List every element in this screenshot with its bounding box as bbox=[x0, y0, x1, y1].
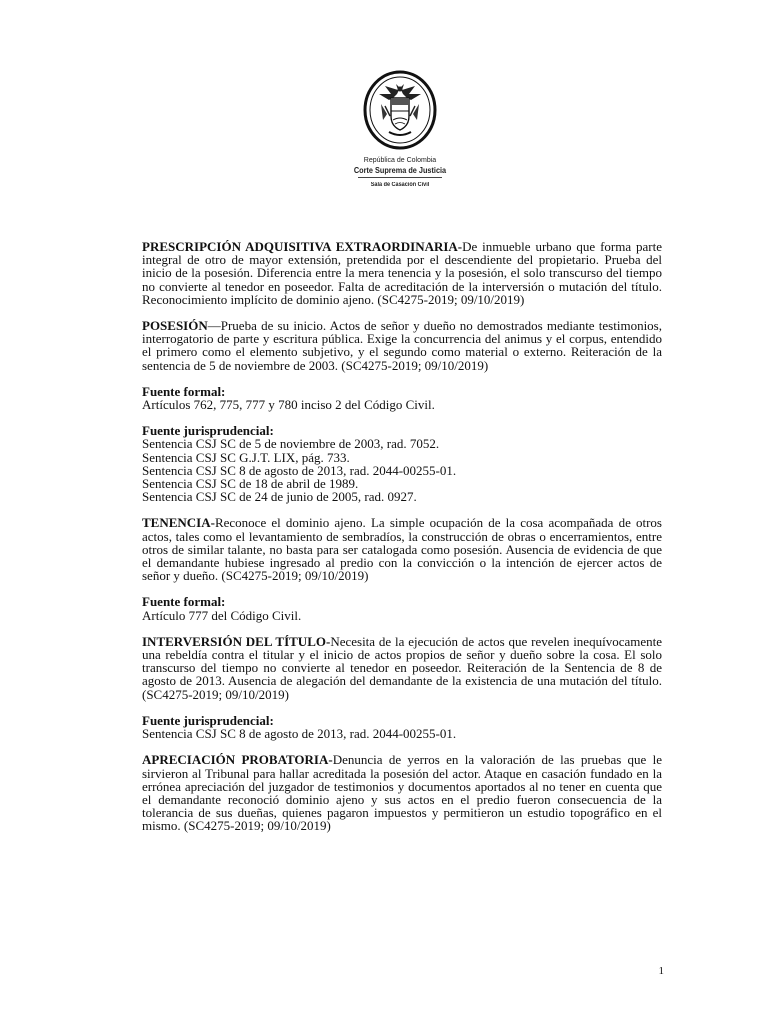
section-heading: PRESCRIPCIÓN ADQUISITIVA EXTRAORDINARIA- bbox=[142, 239, 463, 254]
fuente-jurisprudencial-1 bbox=[142, 424, 662, 503]
fuente-formal-1 bbox=[142, 385, 662, 411]
section-text: Reconoce el dominio ajeno. La simple ocupación de la cosa acompañada de otros actos, tales como el levantamiento de sembradíos, la construcción de obras o encerramientos, entre otros de similar talante, no basta para ser catalogada como posesión. Ausencia de evidencia de que el demandante hubiese ingresado al predio con la convicción o la intención de ejercer actos de señor y dueño. (SC4275-2019; 09/10/2019) bbox=[142, 515, 662, 584]
section-tenencia bbox=[142, 516, 662, 582]
section-text: Necesita de la ejecución de actos que revelen inequívocamente una rebeldía contra el titular y el inicio de actos propios de señor y dueño sobre la cosa. El solo transcurso del tiempo no convierte al tenedor en poseedor. Reiteración de la Sentencia de 8 de agosto de 2013. Ausencia de alegación del demandante de la existencia de una mutación del título. (SC4275-2019; 09/10/2019) bbox=[142, 633, 662, 702]
source-line: Artículos 762, 775, 777 y 780 inciso 2 del Código Civil. bbox=[142, 397, 435, 413]
page-number: 1 bbox=[658, 965, 664, 977]
section-text: De inmueble urbano que forma parte integral de otro de mayor extensión, pretendida por el descendiente del propietario. Prueba del inicio de la posesión. Diferencia entre la mera tenencia y la posesión, el solo transcurso del tiempo no convierte al tenedor en poseedor. Falta de acreditación de la interversión o mutación del título. Reconocimiento implícito de dominio ajeno. (SC4275-2019; 09/10/2019) bbox=[142, 239, 662, 307]
fuente-jurisprudencial-2 bbox=[142, 714, 662, 740]
source-line: Sentencia CSJ SC G.J.T. LIX, pág. 733. bbox=[142, 449, 350, 465]
document-body bbox=[142, 240, 662, 833]
section-text: Denuncia de yerros en la valoración de las pruebas que le sirvieron al Tribunal para hallar acreditada la posesión del actor. Ataque en casación fundado en la errónea apreciación del juzgador de testimonios y documentos aportados al no tener en cuenta que el demandante reconoció dominio ajeno y sus actos en el predio fueron consecuencia de la tolerancia de sus dueñas, quienes pagaron impuestos y permitieron un estudio topográfico en el mismo. (SC4275-2019; 09/10/2019) bbox=[142, 752, 663, 834]
section-apreciacion bbox=[142, 753, 662, 832]
institution-header bbox=[340, 156, 460, 189]
fuente-formal-2 bbox=[142, 595, 662, 621]
source-title: Fuente jurisprudencial: bbox=[142, 712, 274, 728]
source-title: Fuente formal: bbox=[142, 594, 226, 610]
source-title: Fuente jurisprudencial: bbox=[142, 423, 274, 439]
header-divider bbox=[358, 177, 442, 178]
section-prescripcion bbox=[142, 240, 662, 306]
section-heading: INTERVERSIÓN DEL TÍTULO- bbox=[142, 633, 331, 649]
section-text: —Prueba de su inicio. Actos de señor y dueño no demostrados mediante testimonios, interrogatorio de parte y escritura pública. Exige la concurrencia del animus y el corpus, entendido el primero como el elemento subjetivo, y el segundo como material o externo. Reiteración de la sentencia de 5 de noviembre de 2003. (SC4275-2019; 09/10/2019) bbox=[142, 318, 662, 373]
coat-of-arms-emblem-icon bbox=[363, 70, 437, 150]
source-line: Artículo 777 del Código Civil. bbox=[142, 607, 302, 623]
source-line: Sentencia CSJ SC de 5 de noviembre de 2003, rad. 7052. bbox=[142, 436, 440, 452]
section-interversion bbox=[142, 635, 662, 701]
source-line: Sentencia CSJ SC de 24 de junio de 2005, rad. 0927. bbox=[142, 489, 417, 505]
source-title: Fuente formal: bbox=[142, 383, 226, 399]
section-heading: TENENCIA- bbox=[142, 515, 215, 531]
section-posesion bbox=[142, 319, 662, 372]
section-heading: APRECIACIÓN PROBATORIA- bbox=[142, 752, 333, 768]
source-line: Sentencia CSJ SC de 18 de abril de 1989. bbox=[142, 476, 359, 492]
section-heading: POSESIÓN bbox=[142, 318, 208, 334]
court-name: Corte Suprema de Justicia bbox=[353, 165, 447, 175]
republic-label: República de Colombia bbox=[363, 157, 437, 164]
source-line: Sentencia CSJ SC 8 de agosto de 2013, rad. 2044-00255-01. bbox=[142, 462, 457, 478]
source-line: Sentencia CSJ SC 8 de agosto de 2013, rad. 2044-00255-01. bbox=[142, 726, 457, 742]
chamber-name: Sala de Casación Civil bbox=[370, 182, 430, 188]
